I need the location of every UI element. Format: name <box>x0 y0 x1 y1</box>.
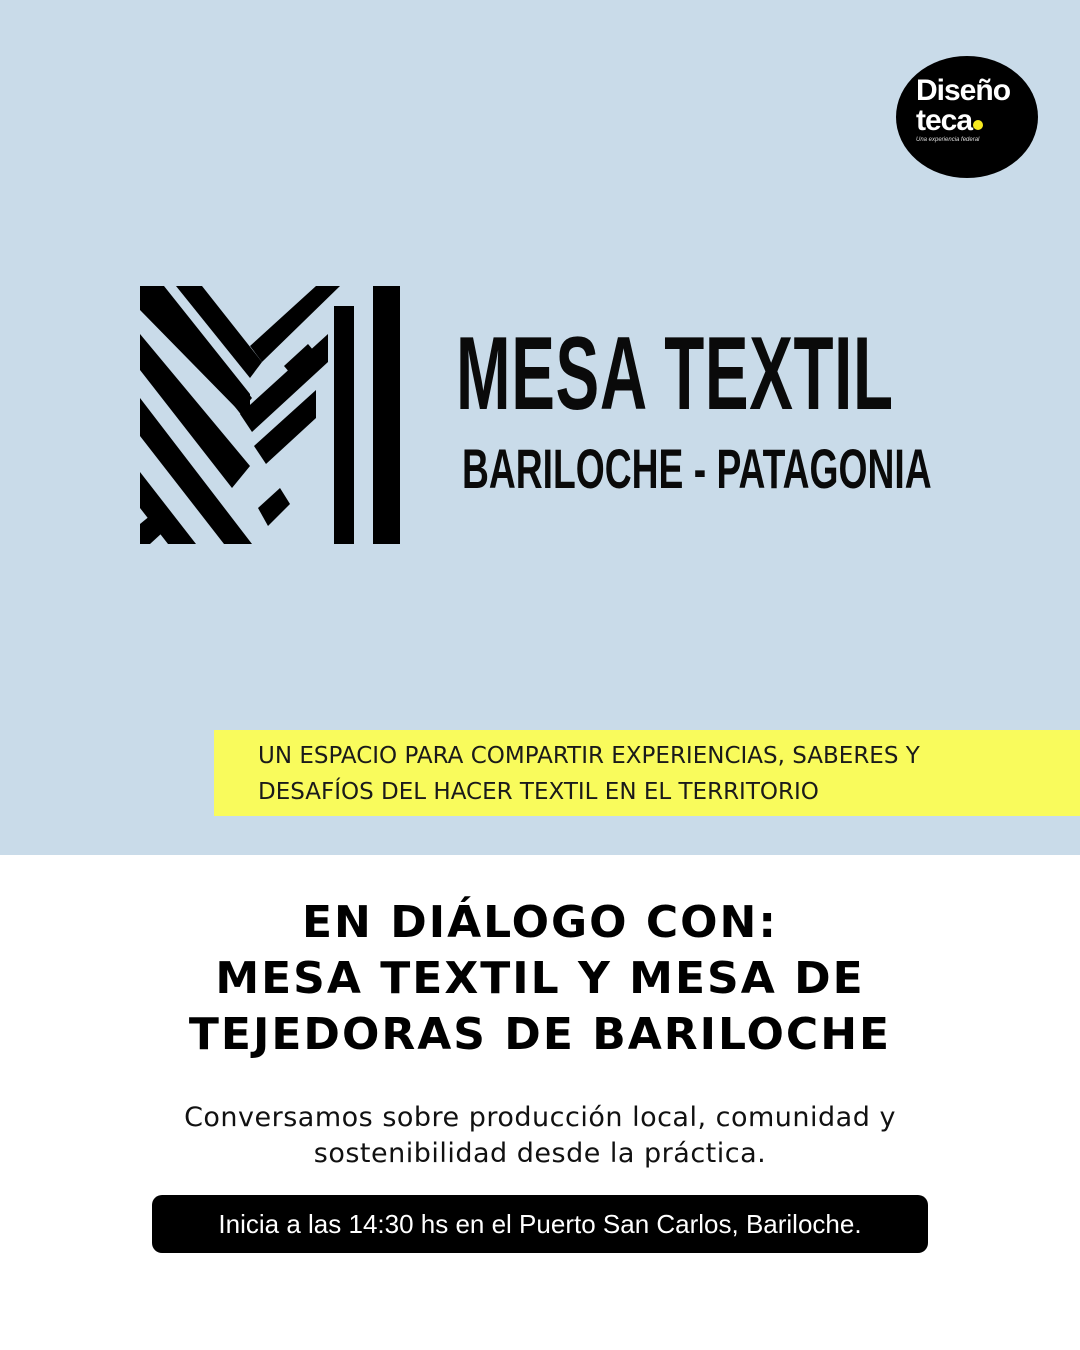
yellow-dot-icon <box>973 120 983 130</box>
logo-title: MESA TEXTIL <box>456 316 894 432</box>
woven-stripes-icon <box>140 286 404 544</box>
logo-subtitle: BARILOCHE - PATAGONIA <box>462 437 932 500</box>
description <box>0 1100 1080 1172</box>
heading-line2: MESA TEXTIL Y MESA DE <box>215 953 865 1004</box>
main-heading <box>0 895 1080 1063</box>
badge-line2 <box>916 106 983 136</box>
highlight-text <box>258 738 1078 810</box>
description-line2: sostenibilidad desde la práctica. <box>313 1138 767 1169</box>
heading-line1: EN DIÁLOGO CON: <box>302 897 778 948</box>
event-info-text: Inicia a las 14:30 hs en el Puerto San Carlos, Bariloche. <box>218 1209 862 1239</box>
badge-tagline: Una experiencia federal <box>916 137 980 143</box>
description-line1: Conversamos sobre producción local, comunidad y <box>184 1102 896 1133</box>
heading-line3: TEJEDORAS DE BARILOCHE <box>188 1009 892 1060</box>
highlight-line2: DESAFÍOS DEL HACER TEXTIL EN EL TERRITORIO <box>258 779 819 805</box>
disenoteca-badge <box>896 56 1038 178</box>
highlight-box <box>214 730 1080 816</box>
badge-line1: Diseño <box>916 74 1011 107</box>
highlight-line1: UN ESPACIO PARA COMPARTIR EXPERIENCIAS, SABERES Y <box>258 743 920 769</box>
event-info-pill <box>152 1195 928 1253</box>
badge-line2-text: teca <box>916 104 973 137</box>
